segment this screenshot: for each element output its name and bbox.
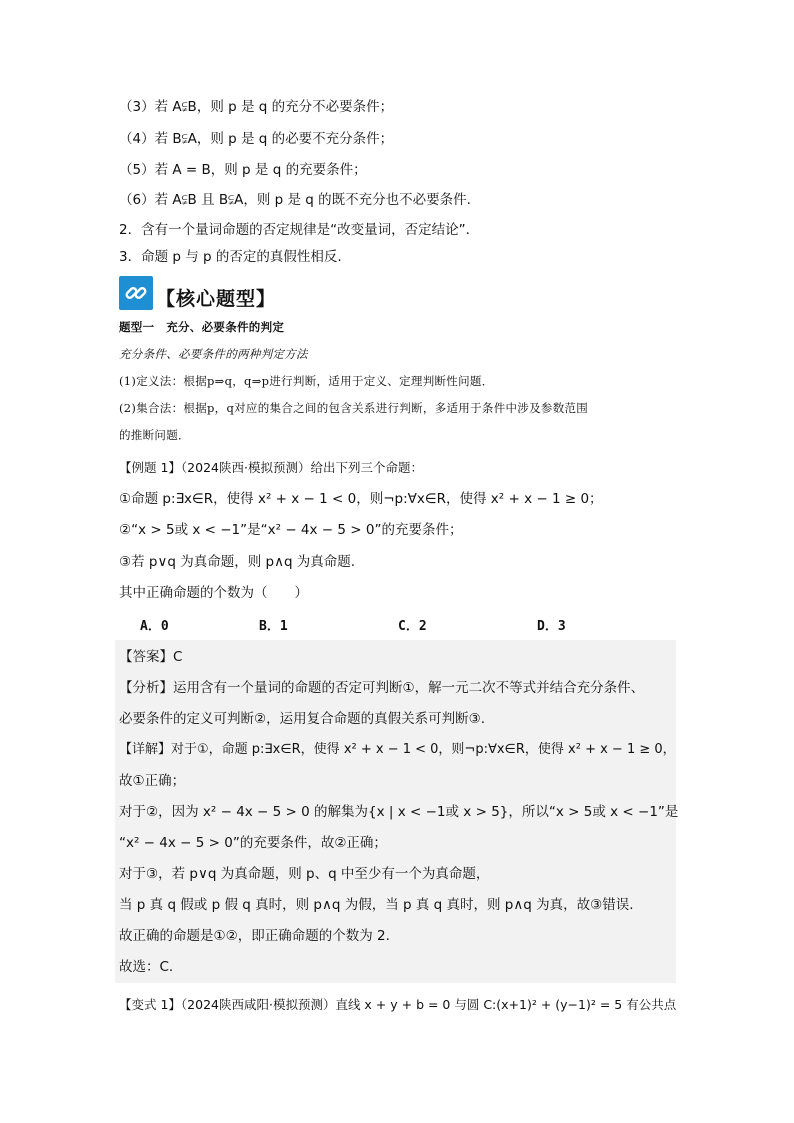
method-2-line-1: (2)集合法：根据p，q对应的集合之间的包含关系进行判断，多适用于条件中涉及参数范围 <box>119 401 589 415</box>
rule-3: 3．命题 p 与 p 的否定的真假性相反. <box>119 249 342 265</box>
option-a: A．0 <box>140 619 169 634</box>
detail-line-7: 故正确的命题是①②，即正确命题的个数为 2. <box>119 928 390 944</box>
detail-line-3: 对于②，因为 x² − 4x − 5 > 0 的解集为{x | x < −1或 x > 5}，所以“x > 5或 x < −1”是 <box>119 804 679 820</box>
analysis-line-1: 【分析】运用含有一个量词的命题的否定可判断①，解一元二次不等式并结合充分条件、 <box>119 680 645 696</box>
question-stem: 其中正确命题的个数为（ ） <box>119 585 308 601</box>
example-header: 【例题 1】（2024陕西·模拟预测）给出下列三个命题： <box>119 460 423 475</box>
analysis-line-2: 必要条件的定义可判断②，运用复合命题的真假关系可判断③. <box>119 711 485 727</box>
method-2-line-2: 的推断问题． <box>119 428 190 442</box>
condition-item-6: （6）若 A⫋B 且 B⫋A，则 p 是 q 的既不充分也不必要条件. <box>119 192 471 208</box>
detail-line-2: 故①正确； <box>119 773 186 789</box>
detail-line-1: 【详解】对于①，命题 p:∃x∈R，使得 x² + x − 1 < 0，则¬p:∀x∈R，使得 x² + x − 1 ≥ 0， <box>119 742 676 757</box>
section-title: 【核心题型】 <box>156 288 277 310</box>
detail-line-5: 对于③，若 p∨q 为真命题，则 p、q 中至少有一个为真命题， <box>119 866 490 882</box>
proposition-1: ①命题 p:∃x∈R，使得 x² + x − 1 < 0，则¬p:∀x∈R，使得 x² + x − 1 ≥ 0； <box>119 491 603 507</box>
condition-item-3: （3）若 A⫋B，则 p 是 q 的充分不必要条件； <box>119 99 394 115</box>
proposition-2: ②“x > 5或 x < −1”是“x² − 4x − 5 > 0”的充要条件； <box>119 522 463 538</box>
method-1: (1)定义法：根据p⇒q，q⇒p进行判断，适用于定义、定理判断性问题． <box>119 374 494 388</box>
method-title: 充分条件、必要条件的两种判定方法 <box>119 347 308 361</box>
option-b: B．1 <box>259 619 288 634</box>
condition-item-5: （5）若 A = B，则 p 是 q 的充要条件； <box>119 162 367 178</box>
proposition-3: ③若 p∨q 为真命题，则 p∧q 为真命题. <box>119 554 356 570</box>
detail-line-6: 当 p 真 q 假或 p 假 q 真时，则 p∧q 为假，当 p 真 q 真时，则 p∧q 为真，故③错误. <box>119 897 634 913</box>
option-d: D．3 <box>537 619 566 634</box>
rule-2: 2．含有一个量词命题的否定规律是“改变量词，否定结论”． <box>119 222 480 238</box>
variant-line: 【变式 1】（2024陕西咸阳·模拟预测）直线 x + y + b = 0 与圆 C:(x+1)² + (y−1)² = 5 有公共点 <box>119 997 677 1012</box>
detail-line-8: 故选：C. <box>119 959 174 975</box>
option-c: C．2 <box>398 619 427 634</box>
detail-line-4: “x² − 4x − 5 > 0”的充要条件，故②正确； <box>119 835 387 851</box>
condition-item-4: （4）若 B⫋A，则 p 是 q 的必要不充分条件； <box>119 131 394 147</box>
link-icon <box>119 276 153 310</box>
answer-line: 【答案】C <box>119 649 183 665</box>
topic-heading: 题型一 充分、必要条件的判定 <box>119 320 285 334</box>
